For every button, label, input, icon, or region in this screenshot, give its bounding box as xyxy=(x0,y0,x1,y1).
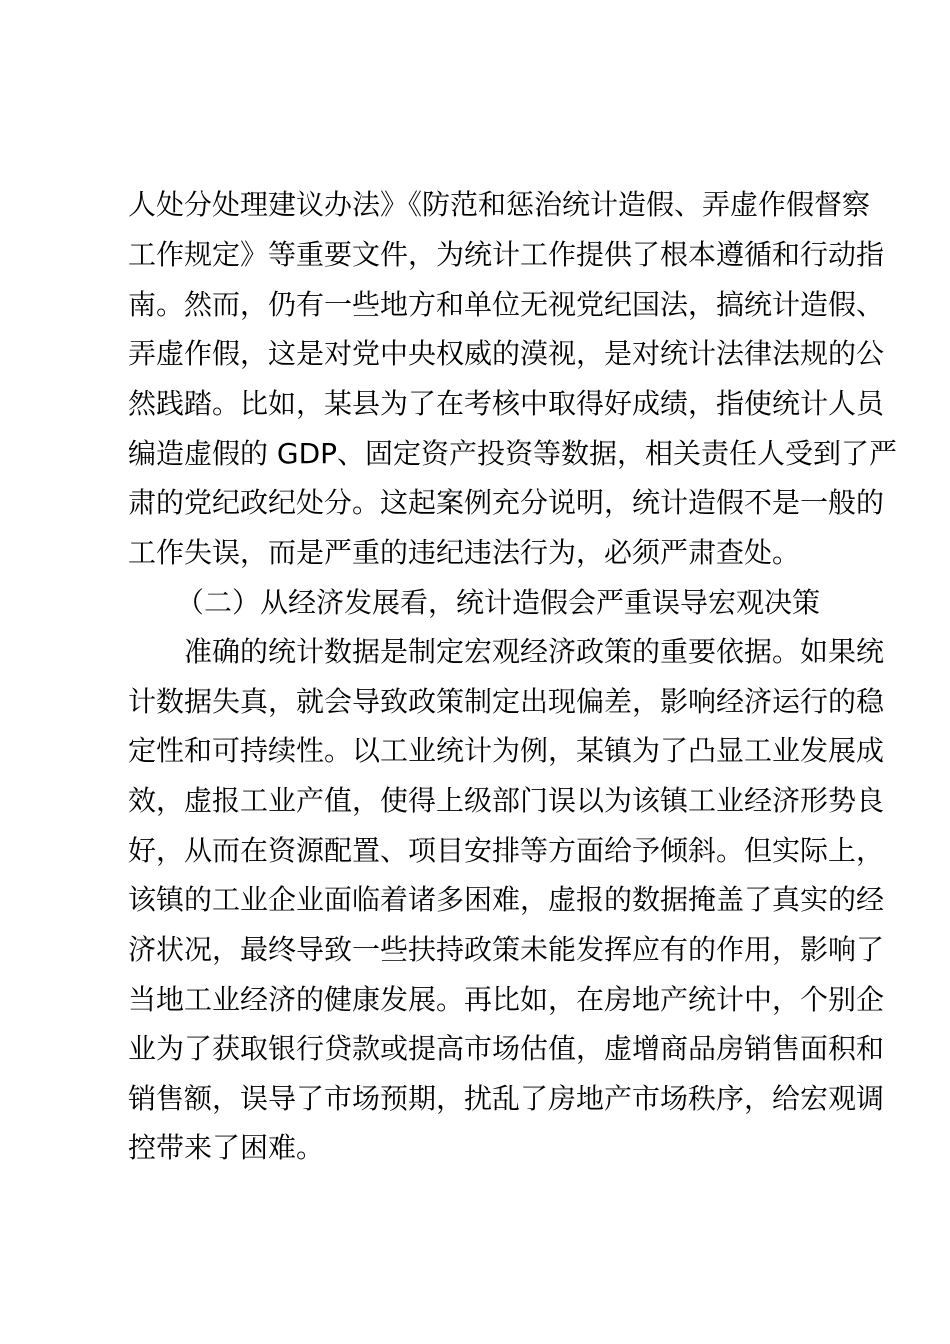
paragraph-2-line-1: 准确的统计数据是制定宏观经济政策的重要依据。如果统 xyxy=(184,635,885,668)
paragraph-1-line-6: 编造虚假的 GDP、固定资产投资等数据，相关责任人受到了严 xyxy=(128,437,898,470)
paragraph-1-line-8: 工作失误，而是严重的违纪违法行为，必须严肃查处。 xyxy=(128,536,801,569)
paragraph-1-line-5: 然践踏。比如，某县为了在考核中取得好成绩，指使统计人员 xyxy=(128,387,885,420)
paragraph-2-line-3: 定性和可持续性。以工业统计为例，某镇为了凸显工业发展成 xyxy=(128,734,885,767)
paragraph-2-line-4: 效，虚报工业产值，使得上级部门误以为该镇工业经济形势良 xyxy=(128,784,885,817)
paragraph-2-line-11: 控带来了困难。 xyxy=(128,1131,325,1164)
paragraph-1-line-1: 人处分处理建议办法》《防范和惩治统计造假、弄虚作假督察 xyxy=(128,188,871,221)
paragraph-2-line-7: 济状况，最终导致一些扶持政策未能发挥应有的作用，影响了 xyxy=(128,933,885,966)
paragraph-2-line-5: 好，从而在资源配置、项目安排等方面给予倾斜。但实际上， xyxy=(128,834,885,867)
paragraph-1-line-2: 工作规定》等重要文件，为统计工作提供了根本遵循和行动指 xyxy=(128,238,885,271)
paragraph-2-line-2: 计数据失真，就会导致政策制定出现偏差，影响经济运行的稳 xyxy=(128,685,885,718)
paragraph-2-line-6: 该镇的工业企业面临着诸多困难，虚报的数据掩盖了真实的经 xyxy=(128,883,885,916)
paragraph-1-line-4: 弄虚作假，这是对党中央权威的漠视，是对统计法律法规的公 xyxy=(128,337,885,370)
paragraph-2-line-10: 销售额，误导了市场预期，扰乱了房地产市场秩序，给宏观调 xyxy=(128,1082,885,1115)
section-heading: （二）从经济发展看，统计造假会严重误导宏观决策 xyxy=(176,586,821,619)
paragraph-2-line-8: 当地工业经济的健康发展。再比如，在房地产统计中，个别企 xyxy=(128,983,885,1016)
paragraph-2-line-9: 业为了获取银行贷款或提高市场估值，虚增商品房销售面积和 xyxy=(128,1032,885,1065)
paragraph-1-line-3: 南。然而，仍有一些地方和单位无视党纪国法，搞统计造假、 xyxy=(128,288,885,321)
paragraph-1-line-7: 肃的党纪政纪处分。这起案例充分说明，统计造假不是一般的 xyxy=(128,486,885,519)
